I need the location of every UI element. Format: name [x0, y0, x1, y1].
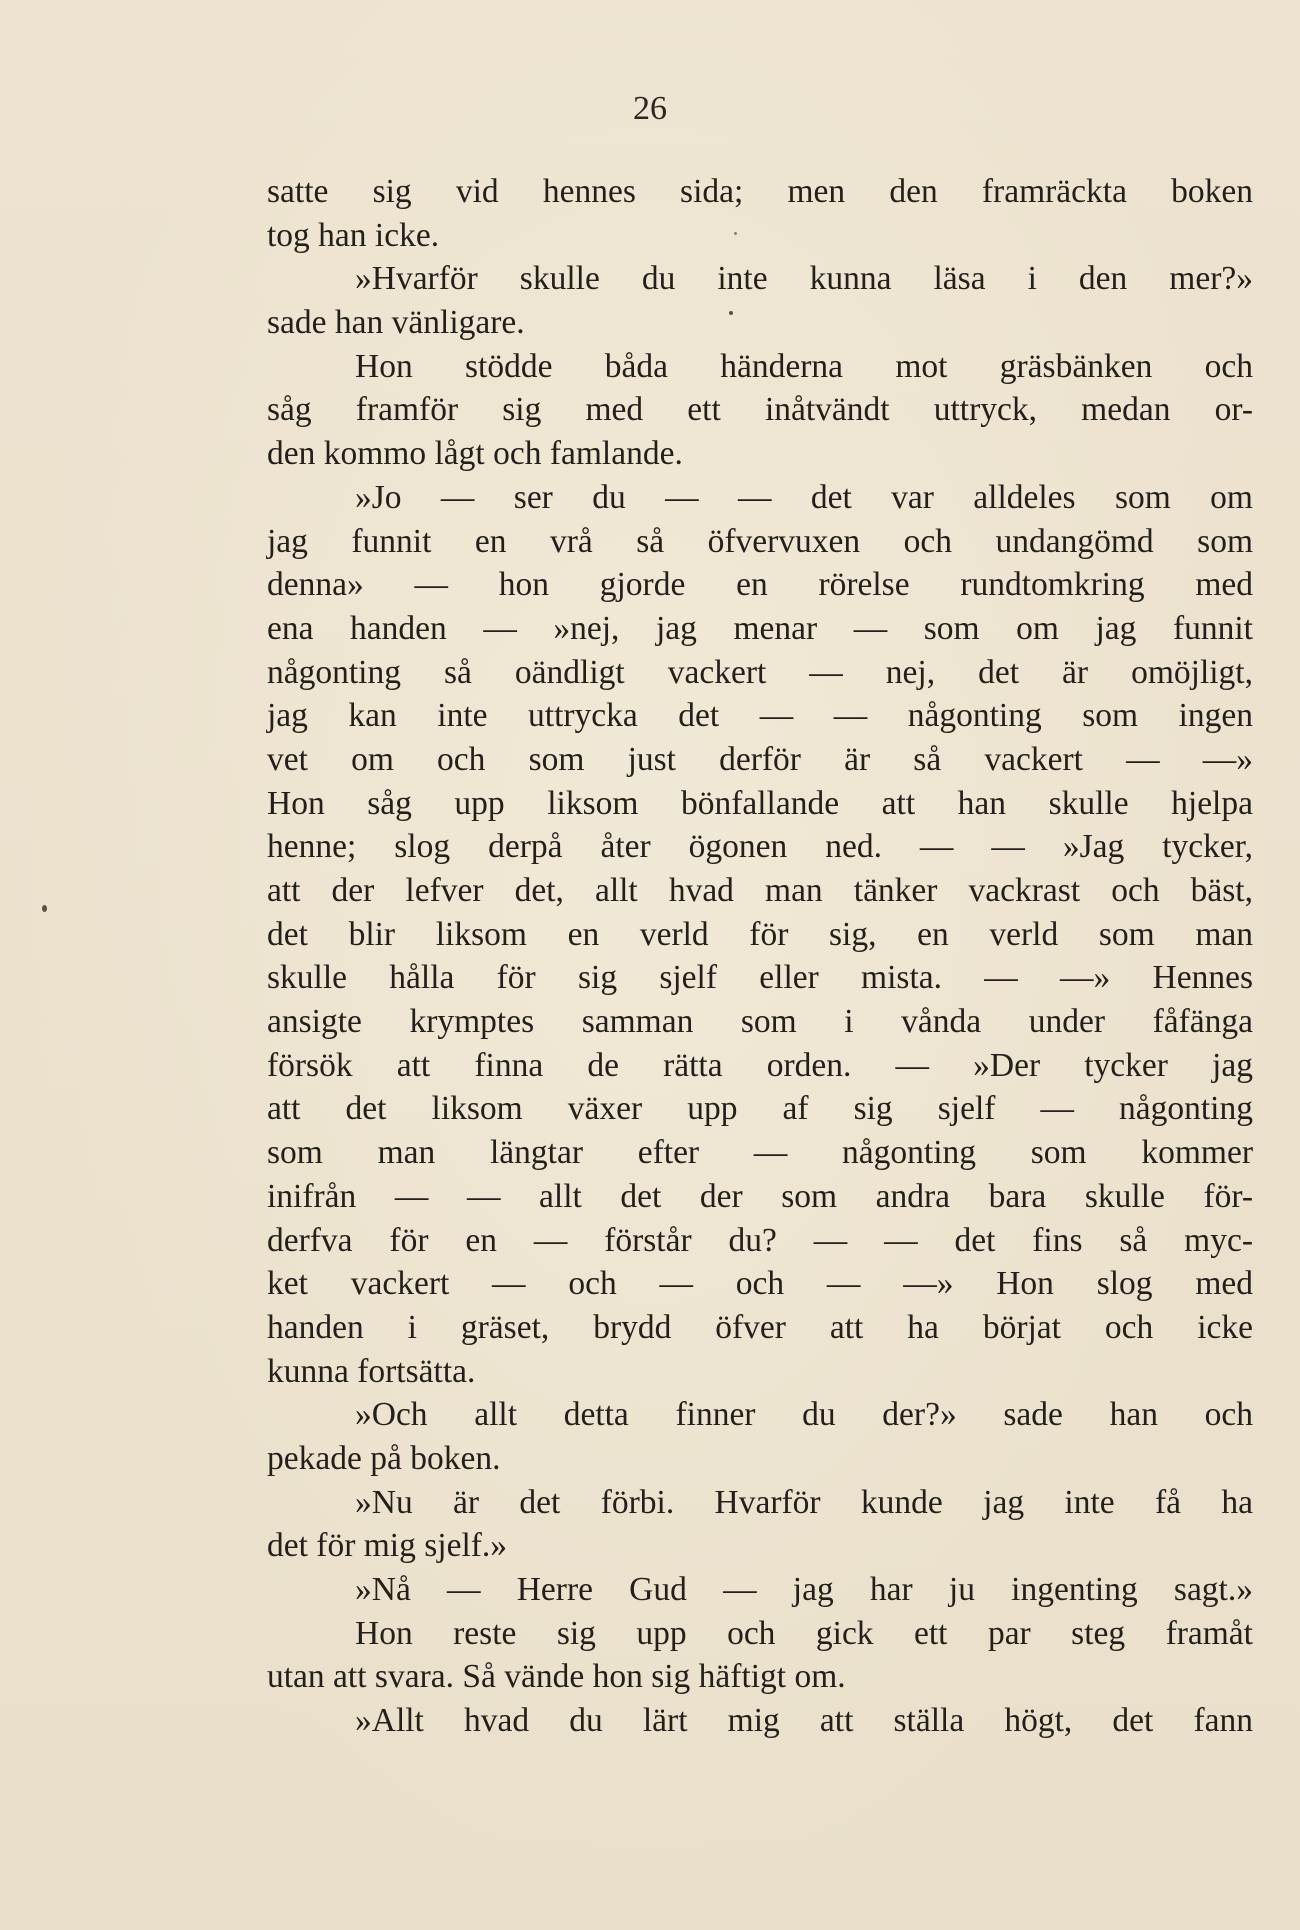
- text-line: Hon såg upp liksom bönfallande att han skulle hjelpa: [267, 784, 1253, 822]
- text-line: satte sig vid hennes sida; men den framräckta boken: [267, 173, 1253, 210]
- text-line: henne; slog derpå åter ögonen ned. — — »Jag tycker,: [267, 828, 1253, 866]
- text-line: skulle hålla för sig sjelf eller mista. — —» Hennes: [267, 959, 1253, 997]
- text-line: att der lefver det, allt hvad man tänker vackrast och bäst,: [267, 872, 1253, 909]
- text-line: som man längtar efter — någonting som kommer: [267, 1134, 1253, 1172]
- text-line: ena handen — »nej, jag menar — som om jag funnit: [267, 609, 1253, 647]
- text-line: »Allt hvad du lärt mig att ställa högt, det fann: [355, 1702, 1253, 1740]
- text-line: »Hvarför skulle du inte kunna läsa i den mer?»: [355, 260, 1253, 298]
- text-line: det för mig sjelf.»: [267, 1527, 508, 1565]
- paper-speck: [729, 311, 733, 315]
- text-line: utan att svara. Så vände hon sig häftigt om.: [267, 1658, 846, 1696]
- text-line: såg framför sig med ett inåtvändt uttryck, medan or-: [267, 391, 1253, 429]
- text-line: vet om och som just derför är så vackert — —»: [267, 740, 1253, 778]
- text-line: ansigte krymptes samman som i vånda under fåfänga: [267, 1003, 1253, 1041]
- body-text: [267, 170, 1253, 1743]
- text-line: sade han vänligare.: [267, 304, 525, 342]
- text-line: försök att finna de rätta orden. — »Der tycker jag: [267, 1046, 1253, 1084]
- text-line: derfva för en — förstår du? — — det fins så myc-: [267, 1221, 1253, 1259]
- text-line: »Och allt detta finner du der?» sade han och: [355, 1396, 1253, 1434]
- text-line: Hon stödde båda händerna mot gräsbänken och: [355, 347, 1253, 385]
- text-line: det blir liksom en verld för sig, en verld som man: [267, 915, 1253, 953]
- text-line: tog han icke.: [267, 216, 440, 254]
- text-line: jag kan inte uttrycka det — — någonting som ingen: [267, 697, 1253, 735]
- text-line: jag funnit en vrå så öfvervuxen och undangömd som: [267, 522, 1253, 560]
- text-line: pekade på boken.: [267, 1439, 501, 1477]
- text-line: handen i gräset, brydd öfver att ha börjat och icke: [267, 1308, 1253, 1346]
- text-line: någonting så oändligt vackert — nej, det är omöjligt,: [267, 653, 1253, 691]
- text-line: »Nå — Herre Gud — jag har ju ingenting sagt.»: [355, 1571, 1253, 1608]
- text-line: den kommo lågt och famlande.: [267, 435, 683, 473]
- text-line: kunna fortsätta.: [267, 1352, 476, 1390]
- text-line: denna» — hon gjorde en rörelse rundtomkring med: [267, 566, 1253, 604]
- text-line: Hon reste sig upp och gick ett par steg framåt: [355, 1614, 1253, 1652]
- paper-speck: [734, 232, 737, 235]
- text-line: ket vackert — och — och — —» Hon slog med: [267, 1265, 1253, 1303]
- paper-speck: [42, 905, 47, 912]
- text-line: inifrån — — allt det der som andra bara skulle för-: [267, 1177, 1253, 1215]
- text-line: »Jo — ser du — — det var alldeles som om: [355, 478, 1253, 516]
- text-line: »Nu är det förbi. Hvarför kunde jag inte få ha: [355, 1483, 1253, 1521]
- page-number: 26: [633, 90, 667, 127]
- text-line: att det liksom växer upp af sig sjelf — någonting: [267, 1090, 1253, 1128]
